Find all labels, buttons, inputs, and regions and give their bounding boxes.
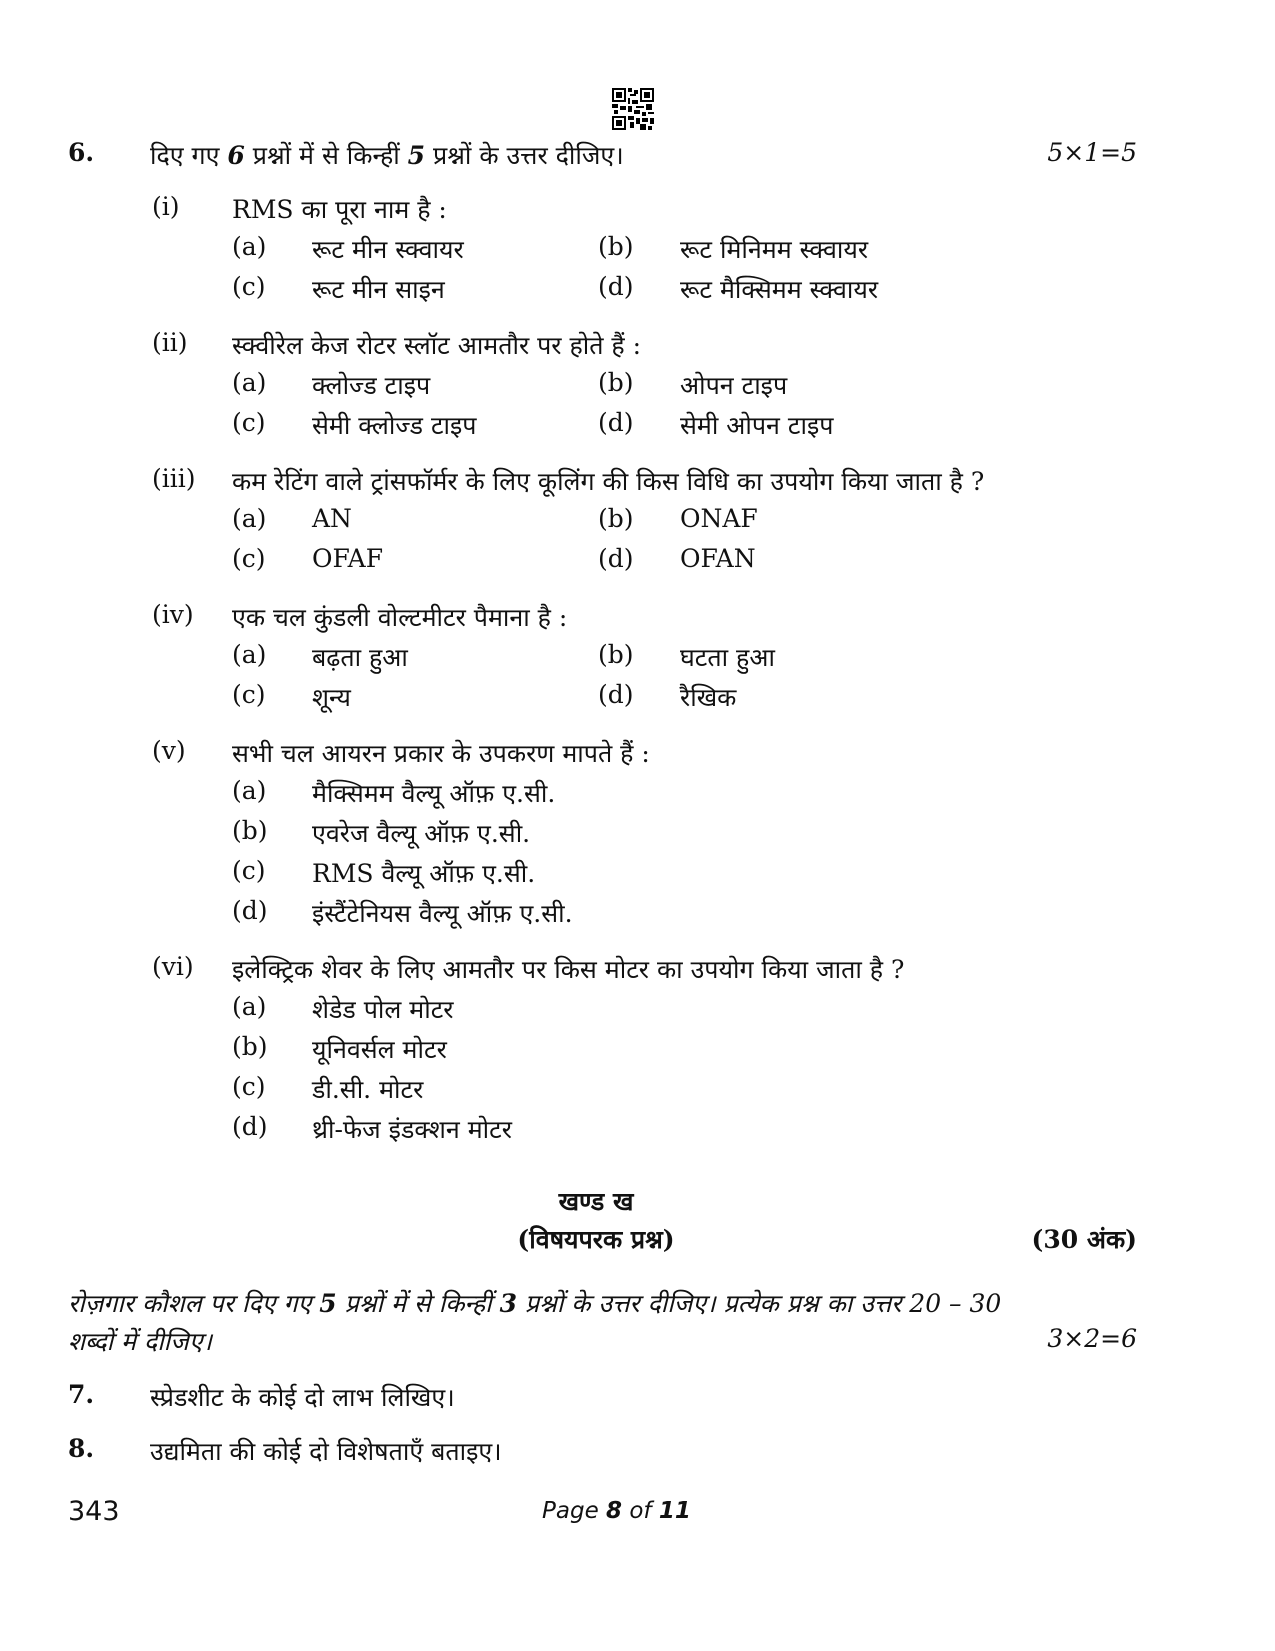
option-label: (c) <box>232 1072 266 1101</box>
option-label: (a) <box>232 992 267 1021</box>
option-text: मैक्सिमम वैल्यू ऑफ़ ए.सी. <box>312 779 556 808</box>
subquestion-text: सभी चल आयरन प्रकार के उपकरण मापते हैं : <box>232 739 650 768</box>
section-title: खण्ड ख <box>558 1187 634 1216</box>
question-text: उद्यमिता की कोई दो विशेषताएँ बताइए। <box>150 1437 502 1466</box>
option-label: (a) <box>232 232 267 261</box>
option-text: RMS वैल्यू ऑफ़ ए.सी. <box>312 859 536 888</box>
question-number: 6. <box>68 138 95 167</box>
option-text: OFAN <box>680 544 756 573</box>
option-label: (c) <box>232 408 266 437</box>
option-text: ओपन टाइप <box>680 371 788 400</box>
question-number: 8. <box>68 1434 95 1463</box>
subquestion-text: RMS का पूरा नाम है : <box>232 195 447 224</box>
option-text: OFAF <box>312 544 384 573</box>
option-text: रूट मीन स्क्वायर <box>312 235 464 264</box>
subquestion-number: (vi) <box>152 952 194 981</box>
option-text: घटता हुआ <box>680 643 775 672</box>
option-label: (d) <box>232 1112 268 1141</box>
option-label: (c) <box>232 272 266 301</box>
paper-code: 343 <box>68 1496 120 1527</box>
option-label: (b) <box>598 232 634 261</box>
option-text: बढ़ता हुआ <box>312 643 408 672</box>
instruction-line-2: शब्दों में दीजिए। <box>68 1327 212 1356</box>
question-marks: 5×1=5 <box>1047 138 1137 167</box>
option-text: रूट मिनिमम स्क्वायर <box>680 235 869 264</box>
option-label: (d) <box>598 544 634 573</box>
question-text: स्प्रेडशीट के कोई दो लाभ लिखिए। <box>150 1383 455 1412</box>
option-label: (b) <box>598 504 634 533</box>
option-label: (c) <box>232 544 266 573</box>
option-text: थ्री-फेज इंडक्शन मोटर <box>312 1115 512 1144</box>
option-text: इंस्टैंटेनियस वैल्यू ऑफ़ ए.सी. <box>312 899 573 928</box>
section-marks: (30 अंक) <box>1031 1225 1137 1254</box>
option-text: सेमी क्लोज्ड टाइप <box>312 411 477 440</box>
option-label: (d) <box>232 896 268 925</box>
option-label: (d) <box>598 680 634 709</box>
subquestion-text: इलेक्ट्रिक शेवर के लिए आमतौर पर किस मोटर का उपयोग किया जाता है ? <box>232 955 905 984</box>
option-label: (a) <box>232 776 267 805</box>
option-text: यूनिवर्सल मोटर <box>312 1035 447 1064</box>
option-label: (c) <box>232 856 266 885</box>
subquestion-number: (i) <box>152 192 180 221</box>
option-text: सेमी ओपन टाइप <box>680 411 834 440</box>
option-text: रूट मीन साइन <box>312 275 445 304</box>
qr-code-icon <box>612 88 654 130</box>
option-label: (b) <box>232 816 268 845</box>
option-label: (b) <box>598 640 634 669</box>
subquestion-text: कम रेटिंग वाले ट्रांसफॉर्मर के लिए कूलिंग की किस विधि का उपयोग किया जाता है ? <box>232 467 985 496</box>
option-label: (b) <box>232 1032 268 1061</box>
option-text: डी.सी. मोटर <box>312 1075 424 1104</box>
option-label: (b) <box>598 368 634 397</box>
subquestion-number: (iv) <box>152 600 194 629</box>
subquestion-number: (ii) <box>152 328 188 357</box>
instruction-marks: 3×2=6 <box>1047 1324 1137 1353</box>
option-text: एवरेज वैल्यू ऑफ़ ए.सी. <box>312 819 531 848</box>
option-label: (d) <box>598 408 634 437</box>
option-label: (a) <box>232 368 267 397</box>
subquestion-text: स्क्वीरेल केज रोटर स्लॉट आमतौर पर होते हैं : <box>232 331 642 360</box>
option-text: AN <box>312 504 352 533</box>
subquestion-text: एक चल कुंडली वोल्टमीटर पैमाना है : <box>232 603 568 632</box>
section-subtitle: (विषयपरक प्रश्न) <box>517 1225 675 1254</box>
question-number: 7. <box>68 1380 95 1409</box>
option-text: शून्य <box>312 683 351 712</box>
instruction-line-1: रोज़गार कौशल पर दिए गए 5 प्रश्नों में से किन्हीं 3 प्रश्नों के उत्तर दीजिए। प्रत्येक प्रश्न का उत्तर 20 – 30 <box>68 1289 1002 1318</box>
subquestion-number: (iii) <box>152 464 196 493</box>
option-text: ONAF <box>680 504 758 533</box>
subquestion-number: (v) <box>152 736 186 765</box>
page-number: Page 8 of 11 <box>542 1498 691 1524</box>
option-text: रैखिक <box>680 683 737 712</box>
option-label: (c) <box>232 680 266 709</box>
option-text: रूट मैक्सिमम स्क्वायर <box>680 275 879 304</box>
option-label: (a) <box>232 504 267 533</box>
question-text: दिए गए 6 प्रश्नों में से किन्हीं 5 प्रश्नों के उत्तर दीजिए। <box>150 141 624 170</box>
option-label: (a) <box>232 640 267 669</box>
option-text: शेडेड पोल मोटर <box>312 995 454 1024</box>
option-text: क्लोज्ड टाइप <box>312 371 431 400</box>
option-label: (d) <box>598 272 634 301</box>
